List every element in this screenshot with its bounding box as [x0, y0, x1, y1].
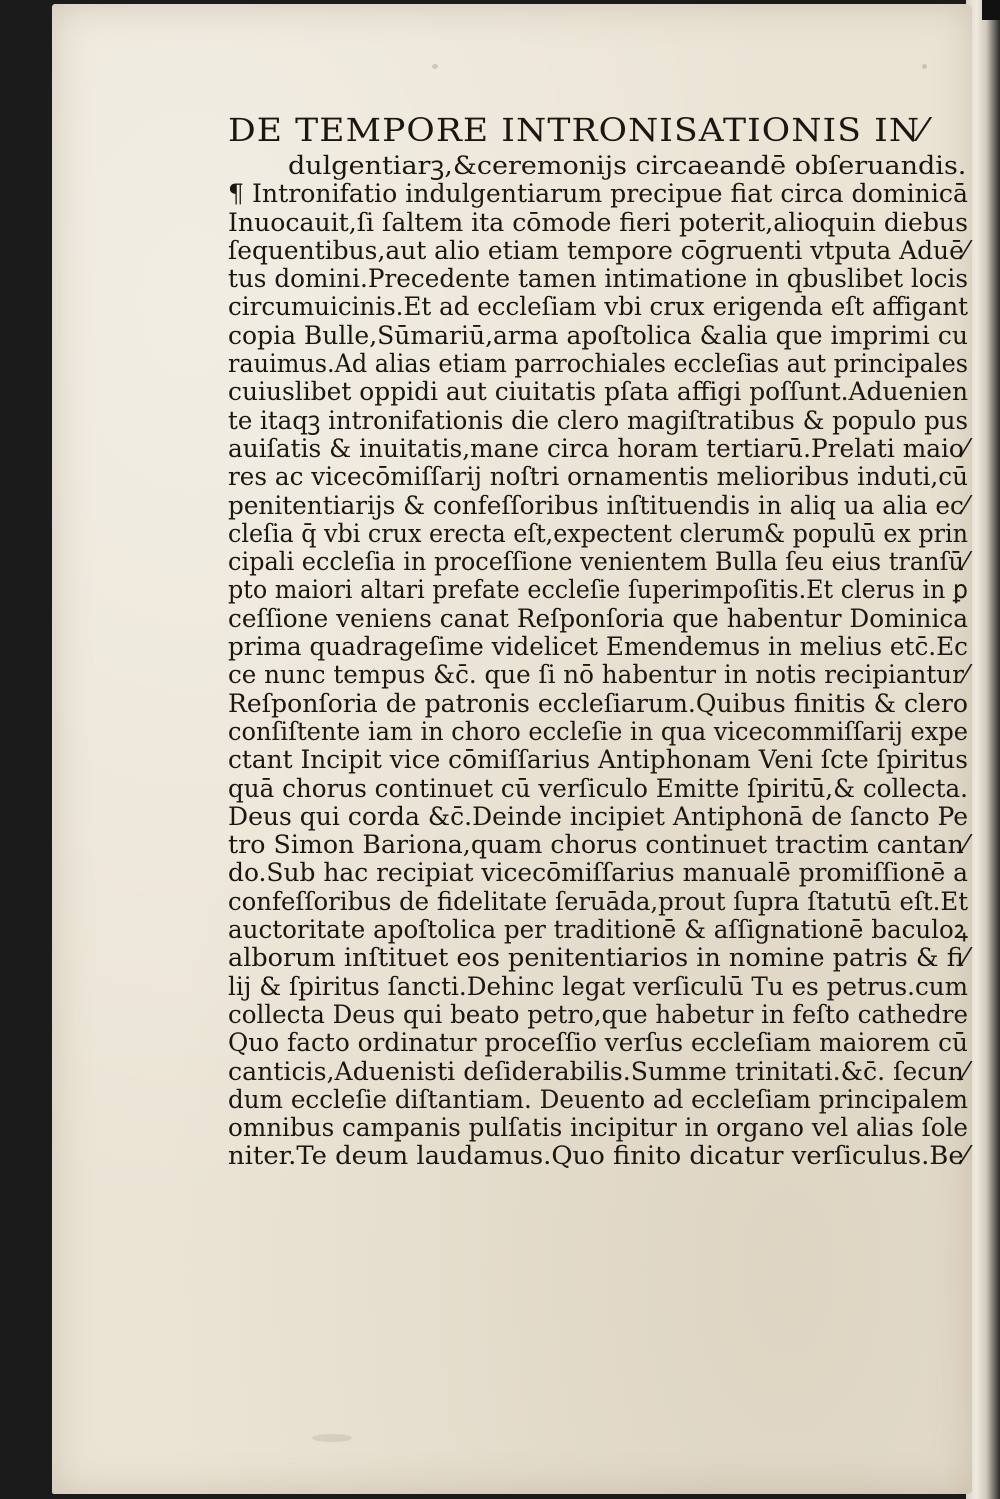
text-line: prima quadrageſime videlicet Emendemus in melius etc̄.Ec — [228, 632, 968, 662]
text-line: auiſatis & inuitatis,mane circa horam tertiarū.Prelati maio⁄ — [228, 433, 968, 463]
ink-smudge — [432, 64, 438, 69]
text-line: ceſſione veniens canat Reſponſoria que habentur Dominica — [228, 603, 968, 633]
text-line: niter.Te deum laudamus.Quo finito dicatur verſiculus.Be⁄ — [228, 1141, 968, 1171]
text-line: rauimus.Ad alias etiam parrochiales eccleſias aut principales — [228, 349, 968, 379]
text-line: ¶ Intronifatio indulgentiarum precipue fiat circa dominicā — [228, 179, 968, 209]
text-line: dum eccleſie diſtantiam. Deuento ad eccleſiam principalem — [228, 1084, 968, 1114]
text-line: cipali eccleſia in proceſſione venientem Bulla ſeu eius tranſū⁄ — [228, 547, 968, 577]
page-text — [228, 108, 980, 1171]
text-line: alborum inſtituet eos penitentiarios in nomine patris & fi⁄ — [228, 943, 968, 973]
text-line: conſiſtente iam in choro eccleſie in qua vicecommiſſarij expe — [228, 716, 968, 746]
text-line: Inuocauit,ſi ſaltem ita cōmode fieri poterit,alioquin diebus — [228, 207, 968, 237]
text-line: collecta Deus qui beato petro,que habetur in feſto cathedre — [228, 999, 968, 1029]
text-line: tus domini.Precedente tamen intimatione in qbuslibet locis — [228, 264, 968, 294]
text-line: omnibus campanis pulſatis incipitur in organo vel alias ſole — [228, 1113, 968, 1143]
text-line: quā chorus continuet cū verſiculo Emitte ſpiritū,& collecta. — [228, 773, 968, 803]
text-line: te itaqꝫ intronifationis die clero magiſtratibus & populo pus — [228, 405, 968, 435]
text-line: res ac vicecōmiſſarij noſtri ornamentis melioribus induti,cū — [228, 462, 968, 492]
text-line: dulgentiarꝫ,&ceremonijs circaeandē obſeruandis. — [288, 151, 967, 180]
text-line: Deus qui corda &c̄.Deinde incipiet Antiphonā de ſancto Pe — [228, 801, 968, 831]
text-line: auctoritate apoſtolica per traditionē & aſſignationē baculoꝝ — [228, 915, 968, 945]
text-line: canticis,Aduenisti deſiderabilis.Summe trinitati.&c̄. ſecun⁄ — [228, 1056, 968, 1086]
scan-corner — [982, 0, 1000, 20]
ink-smudge — [922, 64, 927, 69]
text-line: circumuicinis.Et ad eccleſiam vbi crux erigenda eſt affigant — [228, 292, 968, 322]
text-line: do.Sub hac recipiat vicecōmiſſarius manualē promiſſionē a — [228, 858, 968, 888]
text-line: penitentiarijs & confeſſoribus inſtituendis in aliq ua alia ec⁄ — [228, 490, 968, 520]
text-line: copia Bulle,Sūmariū,arma apoſtolica &alia que imprimi cu — [228, 320, 968, 350]
ink-smudge — [312, 1434, 352, 1442]
text-line: confeſſoribus de fidelitate ſeruāda,prout ſupra ſtatutū eſt.Et — [228, 886, 968, 916]
text-line: cuiuslibet oppidi aut ciuitatis pſata affigi poſſunt.Aduenien — [228, 377, 968, 407]
text-line: Quo facto ordinatur proceſſio verſus eccleſiam maiorem cū — [228, 1028, 968, 1058]
text-line: tro Simon Bariona,quam chorus continuet tractim cantan⁄ — [228, 830, 969, 860]
text-line: cleſia q̄ vbi crux erecta eſt,expectent clerum& populū ex prin — [228, 518, 968, 548]
section-heading: DE TEMPORE INTRONISATIONIS IN⁄ — [228, 111, 927, 149]
text-line: ſequentibus,aut alio etiam tempore cōgruenti vtputa Aduē⁄ — [228, 235, 968, 265]
text-line: ctant Incipit vice cōmiſſarius Antiphonam Veni ſcte ſpiritus — [228, 745, 968, 775]
text-line: Reſponſoria de patronis eccleſiarum.Quibus finitis & clero — [228, 688, 968, 718]
text-line: pto maiori altari prefate eccleſie ſuperimpoſitis.Et clerus in ꝑ — [228, 575, 968, 605]
text-line: lij & ſpiritus ſancti.Dehinc legat verſiculū Tu es petrus.cum — [228, 971, 968, 1001]
text-line: ce nunc tempus &c̄. que ſi nō habentur in notis recipiantur⁄ — [228, 660, 968, 690]
